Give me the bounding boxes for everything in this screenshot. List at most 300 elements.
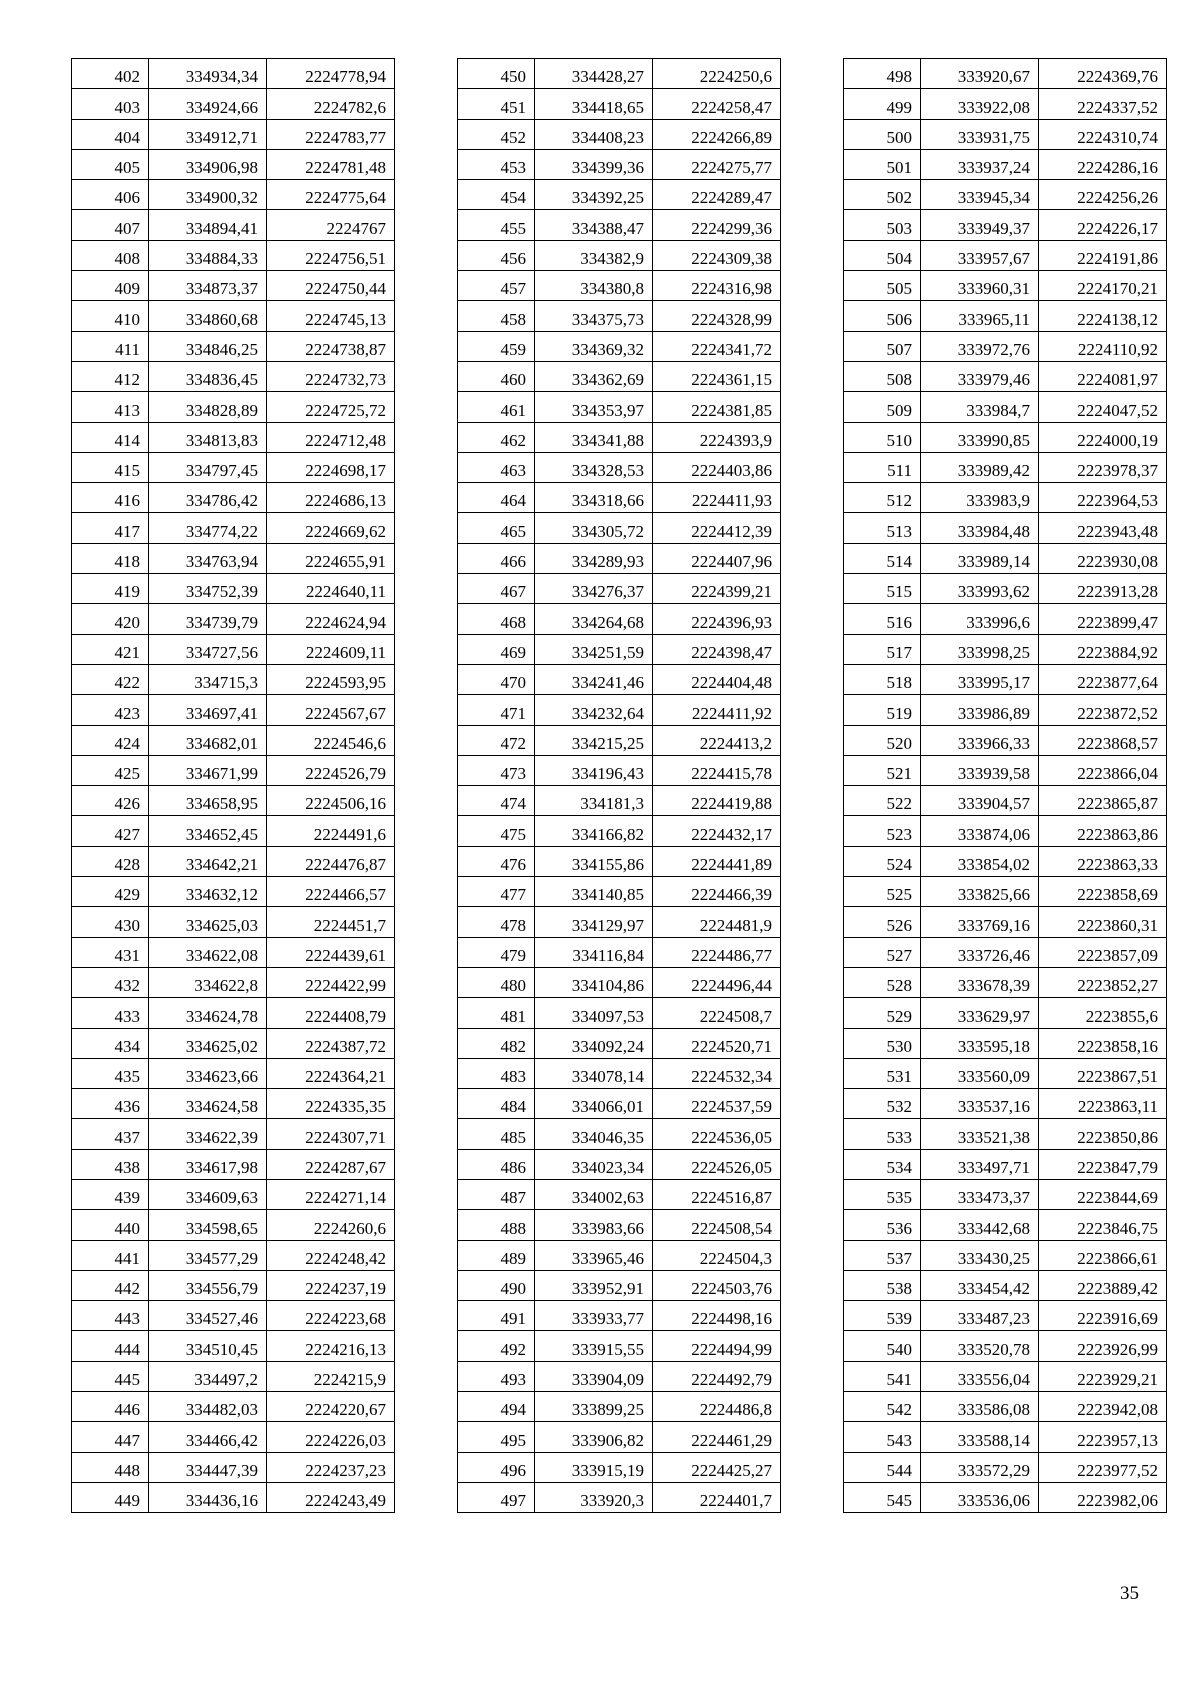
x-coordinate-cell: 334241,46 — [535, 664, 653, 694]
point-number-cell: 458 — [458, 301, 535, 331]
y-coordinate-cell: 2223889,42 — [1039, 1270, 1167, 1300]
point-number-cell: 406 — [72, 180, 149, 210]
x-coordinate-cell: 334318,66 — [535, 483, 653, 513]
table-row — [844, 331, 1167, 361]
point-number-cell: 424 — [72, 725, 149, 755]
y-coordinate-cell: 2224767 — [267, 210, 395, 240]
table-row — [844, 271, 1167, 301]
point-number-cell: 410 — [72, 301, 149, 331]
y-coordinate-cell: 2223872,52 — [1039, 695, 1167, 725]
x-coordinate-cell: 334380,8 — [535, 271, 653, 301]
x-coordinate-cell: 334375,73 — [535, 301, 653, 331]
x-coordinate-cell: 333979,46 — [921, 361, 1039, 391]
x-coordinate-cell: 334399,36 — [535, 149, 653, 179]
x-coordinate-cell: 333560,09 — [921, 1058, 1039, 1088]
y-coordinate-cell: 2224781,48 — [267, 149, 395, 179]
y-coordinate-cell: 2223863,33 — [1039, 846, 1167, 876]
y-coordinate-cell: 2223847,79 — [1039, 1149, 1167, 1179]
table-row — [458, 483, 781, 513]
point-number-cell: 523 — [844, 816, 921, 846]
table-row — [458, 664, 781, 694]
table-row — [844, 452, 1167, 482]
y-coordinate-cell: 2224399,21 — [653, 574, 781, 604]
x-coordinate-cell: 333939,58 — [921, 755, 1039, 785]
x-coordinate-cell: 333945,34 — [921, 180, 1039, 210]
point-number-cell: 455 — [458, 210, 535, 240]
x-coordinate-cell: 334797,45 — [149, 452, 267, 482]
point-number-cell: 538 — [844, 1270, 921, 1300]
table-row — [844, 1422, 1167, 1452]
point-number-cell: 461 — [458, 392, 535, 422]
y-coordinate-cell: 2224226,03 — [267, 1422, 395, 1452]
y-coordinate-cell: 2224461,29 — [653, 1422, 781, 1452]
table-row — [72, 1422, 395, 1452]
point-number-cell: 534 — [844, 1149, 921, 1179]
x-coordinate-cell: 333915,19 — [535, 1452, 653, 1482]
table-row — [844, 1482, 1167, 1512]
point-number-cell: 436 — [72, 1089, 149, 1119]
table-row — [844, 422, 1167, 452]
x-coordinate-cell: 334497,2 — [149, 1361, 267, 1391]
x-coordinate-cell: 334617,98 — [149, 1149, 267, 1179]
y-coordinate-cell: 2224640,11 — [267, 574, 395, 604]
point-number-cell: 486 — [458, 1149, 535, 1179]
table-row — [458, 331, 781, 361]
y-coordinate-cell: 2223930,08 — [1039, 543, 1167, 573]
table-row — [72, 361, 395, 391]
x-coordinate-cell: 334697,41 — [149, 695, 267, 725]
point-number-cell: 509 — [844, 392, 921, 422]
x-coordinate-cell: 334408,23 — [535, 119, 653, 149]
y-coordinate-cell: 2224328,99 — [653, 301, 781, 331]
y-coordinate-cell: 2223846,75 — [1039, 1210, 1167, 1240]
x-coordinate-cell: 333588,14 — [921, 1422, 1039, 1452]
table-row — [458, 604, 781, 634]
point-number-cell: 402 — [72, 59, 149, 89]
y-coordinate-cell: 2224250,6 — [653, 59, 781, 89]
x-coordinate-cell: 334066,01 — [535, 1089, 653, 1119]
x-coordinate-cell: 333430,25 — [921, 1240, 1039, 1270]
point-number-cell: 415 — [72, 452, 149, 482]
point-number-cell: 425 — [72, 755, 149, 785]
y-coordinate-cell: 2223860,31 — [1039, 907, 1167, 937]
table-row — [458, 786, 781, 816]
point-number-cell: 431 — [72, 937, 149, 967]
y-coordinate-cell: 2224712,48 — [267, 422, 395, 452]
point-number-cell: 472 — [458, 725, 535, 755]
point-number-cell: 408 — [72, 240, 149, 270]
point-number-cell: 521 — [844, 755, 921, 785]
x-coordinate-cell: 333966,33 — [921, 725, 1039, 755]
table-row — [844, 695, 1167, 725]
y-coordinate-cell: 2224782,6 — [267, 89, 395, 119]
table-row — [72, 301, 395, 331]
table-row — [458, 361, 781, 391]
point-number-cell: 539 — [844, 1301, 921, 1331]
y-coordinate-cell: 2224486,77 — [653, 937, 781, 967]
y-coordinate-cell: 2224248,42 — [267, 1240, 395, 1270]
y-coordinate-cell: 2223943,48 — [1039, 513, 1167, 543]
y-coordinate-cell: 2224506,16 — [267, 786, 395, 816]
x-coordinate-cell: 333995,17 — [921, 664, 1039, 694]
table-row — [844, 1452, 1167, 1482]
point-number-cell: 504 — [844, 240, 921, 270]
y-coordinate-cell: 2224412,39 — [653, 513, 781, 543]
point-number-cell: 421 — [72, 634, 149, 664]
table-row — [458, 210, 781, 240]
table-row — [458, 180, 781, 210]
y-coordinate-cell: 2224504,3 — [653, 1240, 781, 1270]
table-row — [458, 1149, 781, 1179]
point-number-cell: 545 — [844, 1482, 921, 1512]
table-row — [844, 392, 1167, 422]
y-coordinate-cell: 2224398,47 — [653, 634, 781, 664]
point-number-cell: 457 — [458, 271, 535, 301]
x-coordinate-cell: 334624,78 — [149, 998, 267, 1028]
table-row — [458, 1240, 781, 1270]
point-number-cell: 456 — [458, 240, 535, 270]
y-coordinate-cell: 2224404,48 — [653, 664, 781, 694]
table-row — [844, 543, 1167, 573]
x-coordinate-cell: 334739,79 — [149, 604, 267, 634]
y-coordinate-cell: 2223977,52 — [1039, 1452, 1167, 1482]
table-row — [844, 513, 1167, 543]
table-row — [844, 210, 1167, 240]
y-coordinate-cell: 2224216,13 — [267, 1331, 395, 1361]
point-number-cell: 449 — [72, 1482, 149, 1512]
x-coordinate-cell: 334556,79 — [149, 1270, 267, 1300]
point-number-cell: 467 — [458, 574, 535, 604]
y-coordinate-cell: 2224369,76 — [1039, 59, 1167, 89]
point-number-cell: 505 — [844, 271, 921, 301]
table-row — [458, 1179, 781, 1209]
table-row — [458, 59, 781, 89]
x-coordinate-cell: 333678,39 — [921, 967, 1039, 997]
table-row — [72, 513, 395, 543]
y-coordinate-cell: 2224655,91 — [267, 543, 395, 573]
point-number-cell: 543 — [844, 1422, 921, 1452]
table-row — [844, 998, 1167, 1028]
point-number-cell: 439 — [72, 1179, 149, 1209]
point-number-cell: 469 — [458, 634, 535, 664]
y-coordinate-cell: 2224526,05 — [653, 1149, 781, 1179]
table-row — [72, 119, 395, 149]
point-number-cell: 432 — [72, 967, 149, 997]
point-number-cell: 501 — [844, 149, 921, 179]
table-row — [458, 1301, 781, 1331]
y-coordinate-cell: 2224299,36 — [653, 210, 781, 240]
table-row — [844, 937, 1167, 967]
y-coordinate-cell: 2224441,89 — [653, 846, 781, 876]
table-row — [844, 1270, 1167, 1300]
point-number-cell: 512 — [844, 483, 921, 513]
table-row — [72, 1058, 395, 1088]
x-coordinate-cell: 334632,12 — [149, 877, 267, 907]
point-number-cell: 441 — [72, 1240, 149, 1270]
x-coordinate-cell: 334181,3 — [535, 786, 653, 816]
y-coordinate-cell: 2224498,16 — [653, 1301, 781, 1331]
x-coordinate-cell: 334624,58 — [149, 1089, 267, 1119]
table-row — [72, 89, 395, 119]
point-number-cell: 491 — [458, 1301, 535, 1331]
table-row — [844, 604, 1167, 634]
x-coordinate-cell: 334251,59 — [535, 634, 653, 664]
x-coordinate-cell: 334264,68 — [535, 604, 653, 634]
table-row — [458, 240, 781, 270]
x-coordinate-cell: 334786,42 — [149, 483, 267, 513]
x-coordinate-cell: 333899,25 — [535, 1392, 653, 1422]
point-number-cell: 499 — [844, 89, 921, 119]
y-coordinate-cell: 2224669,62 — [267, 513, 395, 543]
point-number-cell: 507 — [844, 331, 921, 361]
y-coordinate-cell: 2224778,94 — [267, 59, 395, 89]
point-number-cell: 495 — [458, 1422, 535, 1452]
table-row — [72, 210, 395, 240]
y-coordinate-cell: 2223978,37 — [1039, 452, 1167, 482]
x-coordinate-cell: 334002,63 — [535, 1179, 653, 1209]
point-number-cell: 420 — [72, 604, 149, 634]
point-number-cell: 450 — [458, 59, 535, 89]
y-coordinate-cell: 2223884,92 — [1039, 634, 1167, 664]
table-row — [844, 1361, 1167, 1391]
x-coordinate-cell: 333904,09 — [535, 1361, 653, 1391]
table-row — [458, 998, 781, 1028]
y-coordinate-cell: 2224287,67 — [267, 1149, 395, 1179]
y-coordinate-cell: 2224341,72 — [653, 331, 781, 361]
x-coordinate-cell: 334884,33 — [149, 240, 267, 270]
table-row — [844, 846, 1167, 876]
y-coordinate-cell: 2224476,87 — [267, 846, 395, 876]
table-row — [72, 1270, 395, 1300]
point-number-cell: 447 — [72, 1422, 149, 1452]
x-coordinate-cell: 333572,29 — [921, 1452, 1039, 1482]
table-row — [72, 1331, 395, 1361]
y-coordinate-cell: 2224546,6 — [267, 725, 395, 755]
y-coordinate-cell: 2224494,99 — [653, 1331, 781, 1361]
y-coordinate-cell: 2224081,97 — [1039, 361, 1167, 391]
x-coordinate-cell: 333989,14 — [921, 543, 1039, 573]
table-row — [72, 1240, 395, 1270]
x-coordinate-cell: 333949,37 — [921, 210, 1039, 240]
point-number-cell: 519 — [844, 695, 921, 725]
x-coordinate-cell: 333933,77 — [535, 1301, 653, 1331]
point-number-cell: 466 — [458, 543, 535, 573]
table-row — [72, 755, 395, 785]
y-coordinate-cell: 2223957,13 — [1039, 1422, 1167, 1452]
x-coordinate-cell: 333874,06 — [921, 816, 1039, 846]
table-row — [72, 1119, 395, 1149]
table-row — [844, 119, 1167, 149]
x-coordinate-cell: 334362,69 — [535, 361, 653, 391]
y-coordinate-cell: 2224401,7 — [653, 1482, 781, 1512]
y-coordinate-cell: 2224275,77 — [653, 149, 781, 179]
table-row — [72, 1028, 395, 1058]
y-coordinate-cell: 2224215,9 — [267, 1361, 395, 1391]
y-coordinate-cell: 2224271,14 — [267, 1179, 395, 1209]
x-coordinate-cell: 334369,32 — [535, 331, 653, 361]
table-row — [72, 331, 395, 361]
x-coordinate-cell: 333537,16 — [921, 1089, 1039, 1119]
point-number-cell: 417 — [72, 513, 149, 543]
y-coordinate-cell: 2223926,99 — [1039, 1331, 1167, 1361]
y-coordinate-cell: 2224000,19 — [1039, 422, 1167, 452]
y-coordinate-cell: 2224432,17 — [653, 816, 781, 846]
point-number-cell: 430 — [72, 907, 149, 937]
table-row — [458, 725, 781, 755]
table-row — [458, 119, 781, 149]
y-coordinate-cell: 2224310,74 — [1039, 119, 1167, 149]
table-row — [844, 361, 1167, 391]
table-row — [844, 1179, 1167, 1209]
y-coordinate-cell: 2224422,99 — [267, 967, 395, 997]
table-row — [458, 695, 781, 725]
x-coordinate-cell: 333520,78 — [921, 1331, 1039, 1361]
y-coordinate-cell: 2224381,85 — [653, 392, 781, 422]
x-coordinate-cell: 334392,25 — [535, 180, 653, 210]
table-row — [844, 1089, 1167, 1119]
point-number-cell: 522 — [844, 786, 921, 816]
point-number-cell: 444 — [72, 1331, 149, 1361]
point-number-cell: 518 — [844, 664, 921, 694]
point-number-cell: 481 — [458, 998, 535, 1028]
x-coordinate-cell: 334527,46 — [149, 1301, 267, 1331]
table-row — [72, 877, 395, 907]
point-number-cell: 416 — [72, 483, 149, 513]
y-coordinate-cell: 2224536,05 — [653, 1119, 781, 1149]
y-coordinate-cell: 2224532,34 — [653, 1058, 781, 1088]
x-coordinate-cell: 333920,67 — [921, 59, 1039, 89]
y-coordinate-cell: 2224492,79 — [653, 1361, 781, 1391]
x-coordinate-cell: 333920,3 — [535, 1482, 653, 1512]
x-coordinate-cell: 334912,71 — [149, 119, 267, 149]
table-row — [72, 846, 395, 876]
table-row — [72, 998, 395, 1028]
x-coordinate-cell: 334642,21 — [149, 846, 267, 876]
table-row — [844, 1210, 1167, 1240]
point-number-cell: 513 — [844, 513, 921, 543]
x-coordinate-cell: 333442,68 — [921, 1210, 1039, 1240]
point-number-cell: 437 — [72, 1119, 149, 1149]
table-row — [72, 543, 395, 573]
x-coordinate-cell: 333998,25 — [921, 634, 1039, 664]
point-number-cell: 533 — [844, 1119, 921, 1149]
point-number-cell: 446 — [72, 1392, 149, 1422]
y-coordinate-cell: 2223857,09 — [1039, 937, 1167, 967]
y-coordinate-cell: 2224226,17 — [1039, 210, 1167, 240]
x-coordinate-cell: 334622,08 — [149, 937, 267, 967]
x-coordinate-cell: 334828,89 — [149, 392, 267, 422]
point-number-cell: 494 — [458, 1392, 535, 1422]
table-row — [844, 725, 1167, 755]
y-coordinate-cell: 2223916,69 — [1039, 1301, 1167, 1331]
x-coordinate-cell: 334276,37 — [535, 574, 653, 604]
point-number-cell: 454 — [458, 180, 535, 210]
point-number-cell: 516 — [844, 604, 921, 634]
x-coordinate-cell: 334873,37 — [149, 271, 267, 301]
y-coordinate-cell: 2223867,51 — [1039, 1058, 1167, 1088]
table-row — [72, 1210, 395, 1240]
point-number-cell: 508 — [844, 361, 921, 391]
y-coordinate-cell: 2223868,57 — [1039, 725, 1167, 755]
table-row — [72, 664, 395, 694]
y-coordinate-cell: 2224408,79 — [267, 998, 395, 1028]
y-coordinate-cell: 2223858,69 — [1039, 877, 1167, 907]
y-coordinate-cell: 2224466,57 — [267, 877, 395, 907]
table-row — [458, 877, 781, 907]
table-row — [72, 937, 395, 967]
y-coordinate-cell: 2224481,9 — [653, 907, 781, 937]
table-row — [844, 574, 1167, 604]
point-number-cell: 496 — [458, 1452, 535, 1482]
x-coordinate-cell: 333989,42 — [921, 452, 1039, 482]
point-number-cell: 527 — [844, 937, 921, 967]
y-coordinate-cell: 2224516,87 — [653, 1179, 781, 1209]
x-coordinate-cell: 334577,29 — [149, 1240, 267, 1270]
x-coordinate-cell: 333983,9 — [921, 483, 1039, 513]
x-coordinate-cell: 334116,84 — [535, 937, 653, 967]
table-row — [844, 240, 1167, 270]
x-coordinate-cell: 334860,68 — [149, 301, 267, 331]
x-coordinate-cell: 333854,02 — [921, 846, 1039, 876]
x-coordinate-cell: 333957,67 — [921, 240, 1039, 270]
point-number-cell: 535 — [844, 1179, 921, 1209]
y-coordinate-cell: 2224223,68 — [267, 1301, 395, 1331]
table-row — [72, 1361, 395, 1391]
x-coordinate-cell: 334622,39 — [149, 1119, 267, 1149]
point-number-cell: 492 — [458, 1331, 535, 1361]
point-number-cell: 470 — [458, 664, 535, 694]
point-number-cell: 443 — [72, 1301, 149, 1331]
point-number-cell: 488 — [458, 1210, 535, 1240]
x-coordinate-cell: 334155,86 — [535, 846, 653, 876]
point-number-cell: 502 — [844, 180, 921, 210]
x-coordinate-cell: 334622,8 — [149, 967, 267, 997]
table-row — [458, 1452, 781, 1482]
x-coordinate-cell: 334774,22 — [149, 513, 267, 543]
x-coordinate-cell: 334625,02 — [149, 1028, 267, 1058]
x-coordinate-cell: 334046,35 — [535, 1119, 653, 1149]
point-number-cell: 440 — [72, 1210, 149, 1240]
point-number-cell: 510 — [844, 422, 921, 452]
y-coordinate-cell: 2224396,93 — [653, 604, 781, 634]
x-coordinate-cell: 334652,45 — [149, 816, 267, 846]
y-coordinate-cell: 2224316,98 — [653, 271, 781, 301]
y-coordinate-cell: 2224491,6 — [267, 816, 395, 846]
y-coordinate-cell: 2223982,06 — [1039, 1482, 1167, 1512]
table-row — [844, 301, 1167, 331]
table-row — [844, 1392, 1167, 1422]
point-number-cell: 468 — [458, 604, 535, 634]
point-number-cell: 525 — [844, 877, 921, 907]
point-number-cell: 517 — [844, 634, 921, 664]
y-coordinate-cell: 2223852,27 — [1039, 967, 1167, 997]
table-row — [72, 240, 395, 270]
point-number-cell: 464 — [458, 483, 535, 513]
y-coordinate-cell: 2224745,13 — [267, 301, 395, 331]
table-row — [458, 1270, 781, 1300]
x-coordinate-cell: 334682,01 — [149, 725, 267, 755]
x-coordinate-cell: 334447,39 — [149, 1452, 267, 1482]
point-number-cell: 413 — [72, 392, 149, 422]
table-row — [458, 1361, 781, 1391]
x-coordinate-cell: 334715,3 — [149, 664, 267, 694]
table-row — [72, 1392, 395, 1422]
table-row — [844, 907, 1167, 937]
x-coordinate-cell: 333556,04 — [921, 1361, 1039, 1391]
y-coordinate-cell: 2224411,92 — [653, 695, 781, 725]
y-coordinate-cell: 2224725,72 — [267, 392, 395, 422]
y-coordinate-cell: 2224170,21 — [1039, 271, 1167, 301]
